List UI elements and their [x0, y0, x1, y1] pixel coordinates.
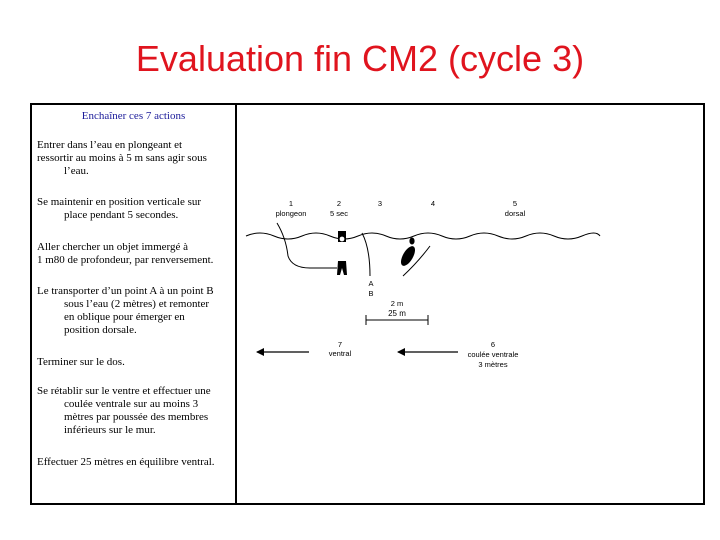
action-6-line-3: mètres par poussée des membres [64, 411, 209, 423]
step-3-number: 3 [377, 199, 383, 208]
actions-heading: Enchaîner ces 7 actions [81, 110, 186, 122]
action-5-line-1: Terminer sur le dos. [37, 356, 125, 368]
step-6-label-2: 3 mètres [478, 360, 508, 369]
action-4-line-3: en oblique pour émerger en [64, 311, 185, 323]
swimmer-vertical-icon [338, 231, 346, 242]
step-7-label: ventral [328, 349, 352, 358]
distance-2m-label: 2 m [390, 299, 404, 308]
action-4-line-2: sous l’eau (2 mètres) et remonter [64, 298, 210, 310]
action-3-line-1: Aller chercher un objet immergé à [37, 241, 188, 253]
slide-title: Evaluation fin CM2 (cycle 3) [135, 38, 585, 79]
action-3-line-2: 1 m80 de profondeur, par renversement. [37, 254, 214, 266]
action-1-line-2: ressortir au moins à 5 m sans agir sous [37, 152, 207, 164]
step-2-number: 2 [336, 199, 342, 208]
step-5-number: 5 [512, 199, 518, 208]
action-1-line-3: l’eau. [64, 165, 89, 177]
step-1-label: plongeon [275, 209, 307, 218]
water-surface-line [246, 233, 600, 239]
point-b-label: B [368, 289, 374, 298]
step-7-number: 7 [337, 340, 343, 349]
descent-path [362, 233, 370, 276]
action-6-line-4: inférieurs sur le mur. [64, 424, 156, 436]
distance-25m-label: 25 m [388, 309, 406, 318]
point-a-label: A [368, 279, 374, 288]
action-2-line-1: Se maintenir en position verticale sur [37, 196, 202, 208]
action-4-line-4: position dorsale. [64, 324, 137, 336]
action-4-line-1: Le transporter d’un point A à un point B [37, 285, 214, 297]
action-7-line-1: Effectuer 25 mètres en équilibre ventral. [37, 456, 215, 468]
swimmer-underwater-icon [337, 261, 347, 275]
action-6-line-1: Se rétablir sur le ventre et effectuer une [37, 385, 211, 397]
step-1-number: 1 [288, 199, 294, 208]
dive-path [277, 223, 337, 268]
action-6-line-2: coulée ventrale sur au moins 3 [64, 398, 199, 410]
step-5-label: dorsal [504, 209, 526, 218]
step-6-number: 6 [490, 340, 496, 349]
step-2-label: 5 sec [330, 209, 348, 218]
action-1-line-1: Entrer dans l’eau en plongeant et [37, 139, 183, 151]
step-6-label-1: coulée ventrale [467, 350, 519, 359]
action-2-line-2: place pendant 5 secondes. [64, 209, 179, 221]
step-4-number: 4 [430, 199, 436, 208]
